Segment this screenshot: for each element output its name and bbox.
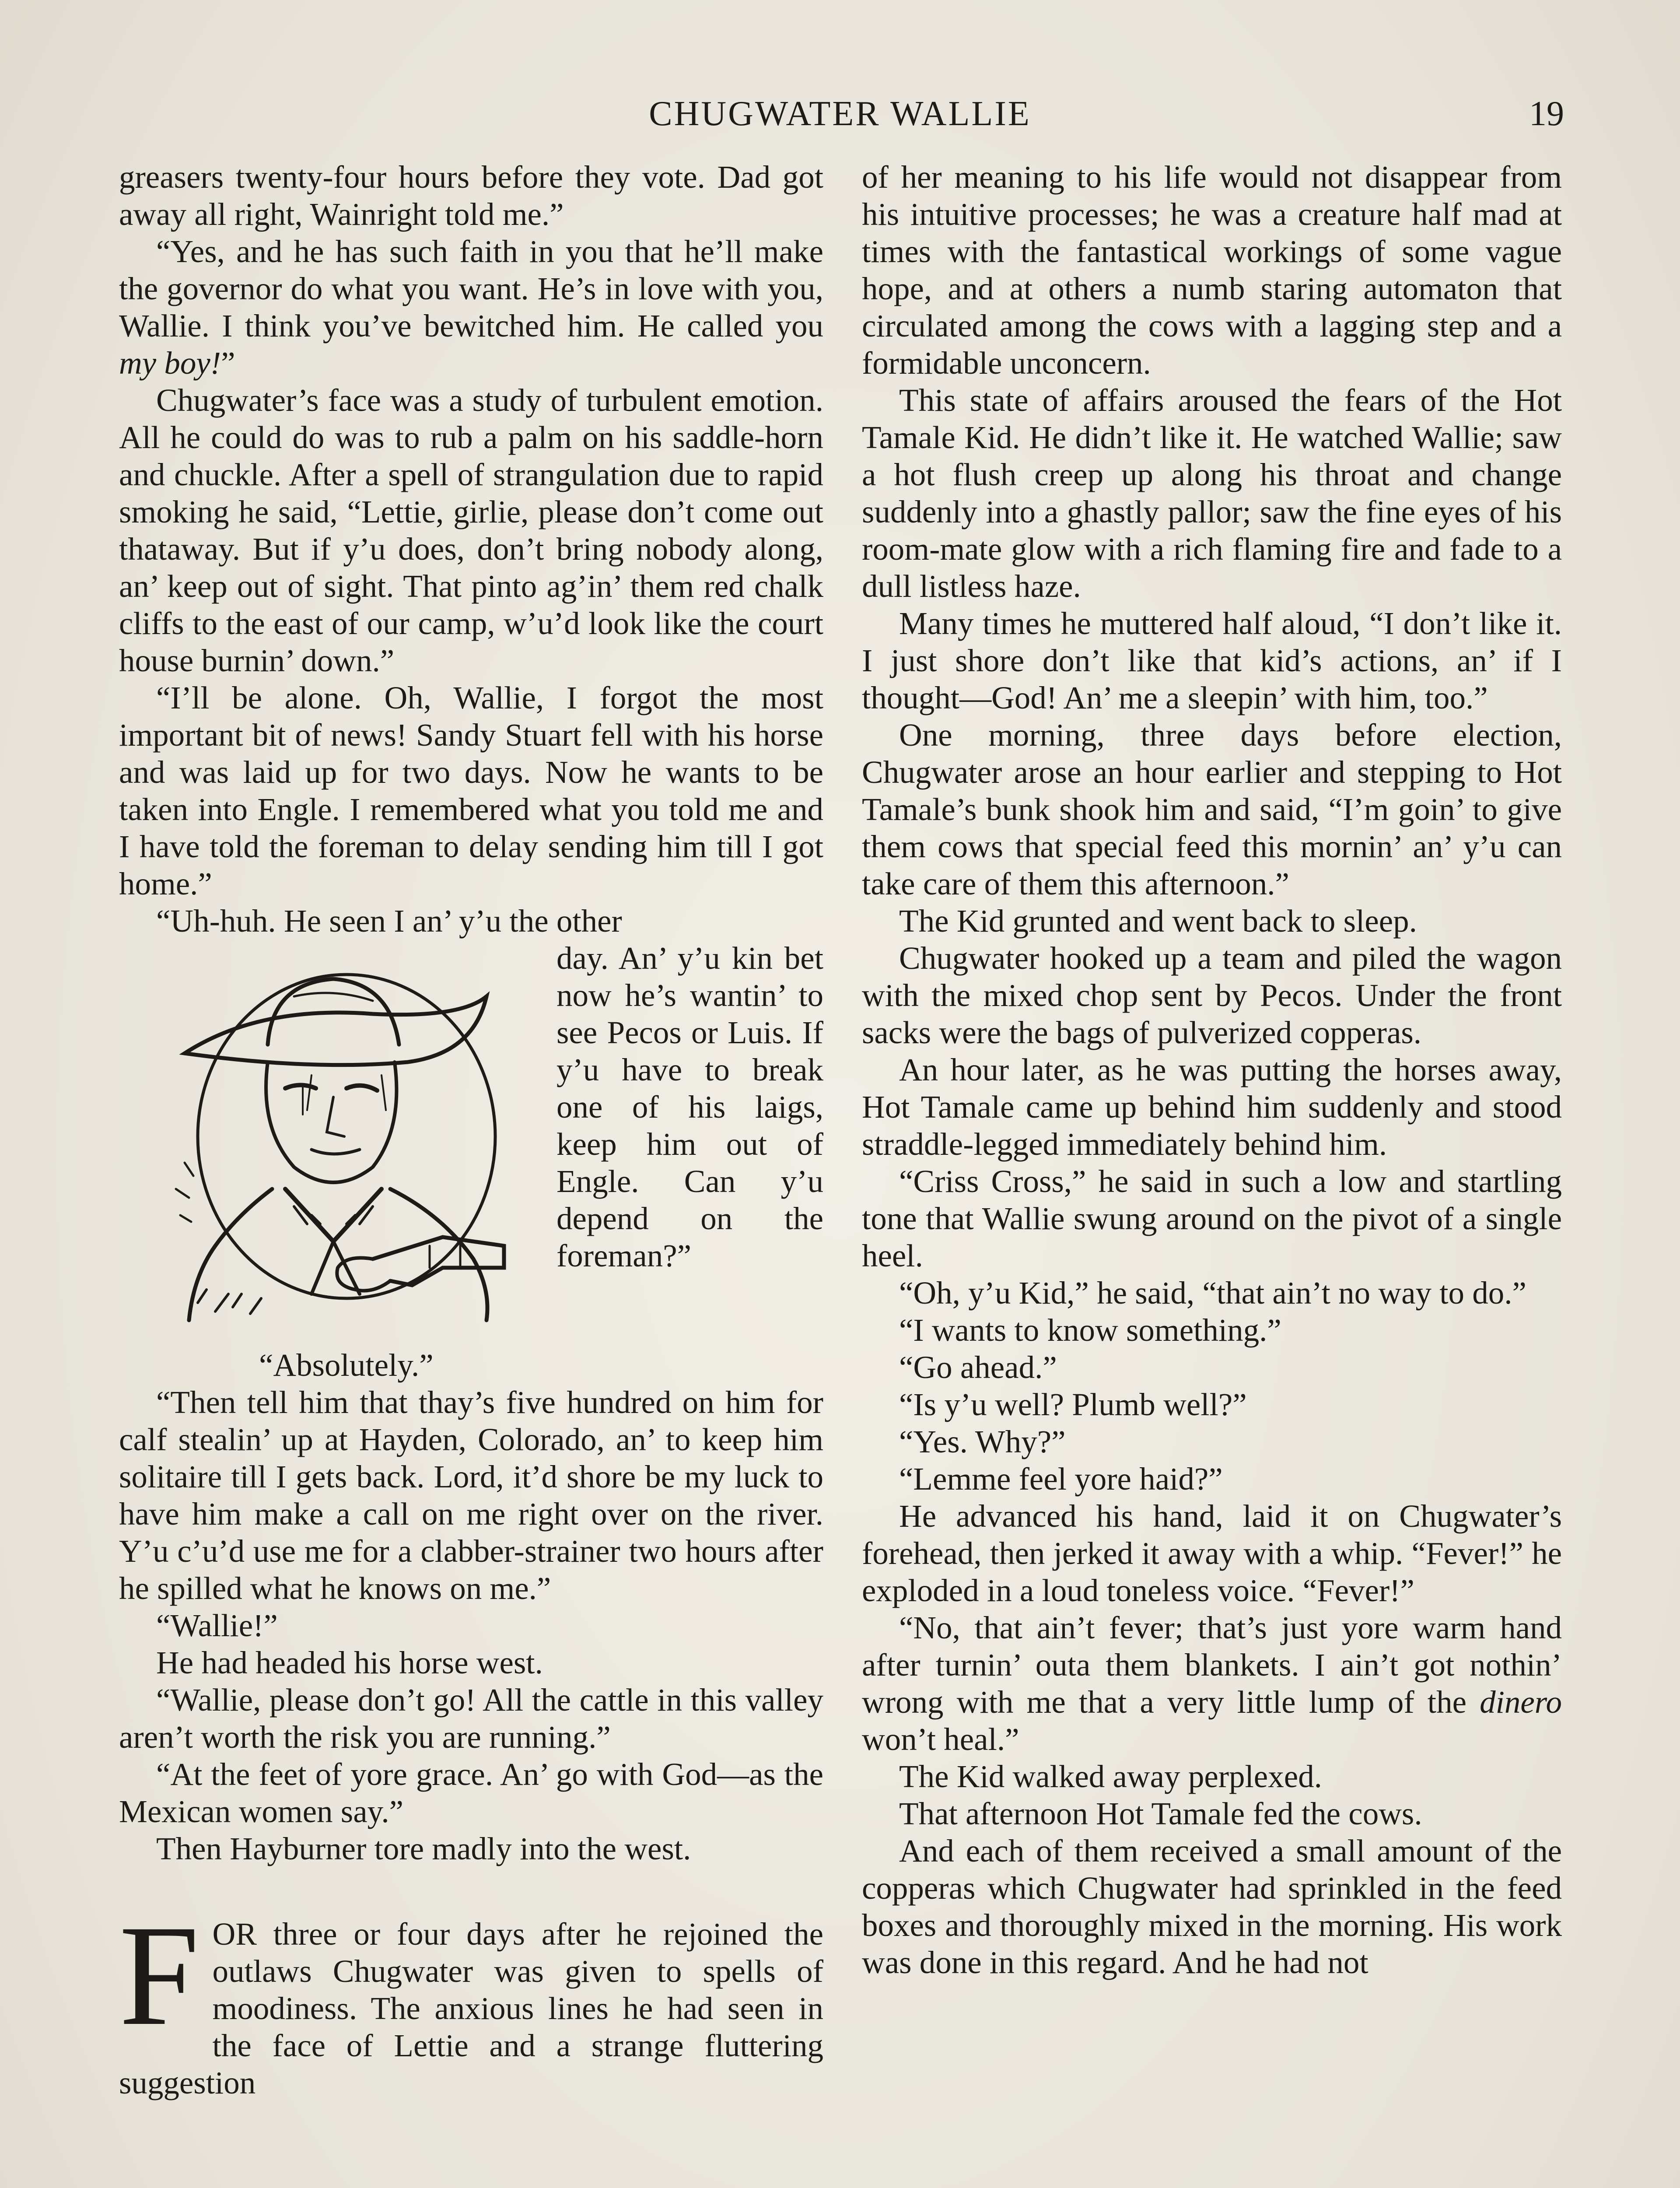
paragraph: “Wallie!” bbox=[156, 1608, 278, 1643]
paragraph: “At the feet of yore grace. An’ go with God—as the Mexican women say.” bbox=[119, 1757, 823, 1829]
dropcap: F bbox=[119, 1896, 200, 2055]
text-run: “No, that ain’t fever; that’s just yore warm hand after turnin’ outa them blankets. I ain’t got nothin’ wrong with me that a very little lump of the bbox=[862, 1610, 1562, 1720]
paragraph: He advanced his hand, laid it on Chugwater’s forehead, then jerked it away with a whip. “Fever!” he exploded in a loud toneless voice. “Fever!” bbox=[862, 1498, 1562, 1608]
paragraph: “Go ahead.” bbox=[899, 1350, 1057, 1385]
cowboy-illustration bbox=[119, 940, 539, 1346]
paragraph bbox=[119, 233, 823, 382]
text-run: OR three or four days after he rejoined the outlaws Chugwater was given to spells of moodiness. The anxious lines he had seen in the face of Lettie and a strange fluttering suggestion bbox=[119, 1916, 823, 2100]
paragraph: The Kid walked away perplexed. bbox=[899, 1759, 1322, 1794]
paragraph: “Then tell him that thay’s five hundred on him for calf stealin’ up at Hayden, Colorado, an’ to keep him solitaire till I gets back. Lord, it’d shore be my luck to have him make a call on me right over on the river. Y’u c’u’d use me for a clabber-strainer two hours after he spilled what he knows on me.” bbox=[119, 1385, 823, 1606]
text-run: ” bbox=[221, 345, 235, 381]
paragraph: “Lemme feel yore haid?” bbox=[899, 1461, 1223, 1497]
page-number: 19 bbox=[1529, 95, 1564, 133]
paragraph: day. An’ y’u kin bet now he’s wantin’ to see Pecos or Luis. If y’u have to break one of his laigs, keep him out of Engle. Can y’u depend on the foreman?” bbox=[556, 940, 823, 1273]
paragraph: “Criss Cross,” he said in such a low and startling tone that Wallie swung around on the pivot of a single heel. bbox=[862, 1164, 1562, 1273]
text-run: “Yes, and he has such faith in you that he’ll make the governor do what you want. He’s in love with you, Wallie. I think you’ve bewitched him. He called you bbox=[119, 234, 823, 344]
paragraph: “Absolutely.” bbox=[259, 1347, 434, 1383]
paragraph: An hour later, as he was putting the horses away, Hot Tamale came up behind him suddenly and stood straddle-legged immediately behind him. bbox=[862, 1052, 1562, 1162]
paragraph: “Yes. Why?” bbox=[899, 1424, 1066, 1459]
paragraph: The Kid grunted and went back to sleep. bbox=[899, 903, 1417, 939]
paragraph: Then Hayburner tore madly into the west. bbox=[156, 1831, 691, 1866]
paragraph: greasers twenty-four hours before they vote. Dad got away all right, Wainright told me.” bbox=[119, 159, 823, 232]
italic-text: dinero bbox=[1480, 1684, 1562, 1720]
paragraph: “Is y’u well? Plumb well?” bbox=[899, 1387, 1247, 1422]
paragraph: “Oh, y’u Kid,” he said, “that ain’t no way to do.” bbox=[899, 1275, 1526, 1311]
paragraph bbox=[862, 1609, 1562, 1758]
left-column bbox=[119, 158, 823, 2101]
paragraph: of her meaning to his life would not disappear from his intuitive processes; he was a creature half mad at times with the fantastical workings of some vague hope, and at others a numb staring automaton that circulated among the cows with a lagging step and a formidable unconcern. bbox=[862, 159, 1562, 381]
paragraph: Chugwater’s face was a study of turbulent emotion. All he could do was to rub a palm on his saddle-horn and chuckle. After a spell of strangulation due to rapid smoking he said, “Lettie, girlie, please don’t come out thataway. But if y’u does, don’t bring nobody along, an’ keep out of sight. That pinto ag’in’ them red chalk cliffs to the east of our camp, w’u’d look like the court house burnin’ down.” bbox=[119, 382, 823, 678]
text-run: won’t heal.” bbox=[862, 1722, 1019, 1757]
cowboy-with-gun-icon bbox=[128, 944, 535, 1342]
paragraph: “Uh-huh. He seen I an’ y’u the other bbox=[156, 903, 622, 939]
italic-text: my boy! bbox=[119, 345, 221, 381]
paragraph: “I wants to know something.” bbox=[899, 1312, 1281, 1348]
paragraph: He had headed his horse west. bbox=[156, 1645, 543, 1680]
section-break bbox=[119, 1867, 823, 1915]
right-column bbox=[862, 158, 1562, 1981]
paragraph: Many times he muttered half aloud, “I don’t like it. I just shore don’t like that kid’s actions, an’ if I thought—God! An’ me a sleepin’ with him, too.” bbox=[862, 606, 1562, 715]
paragraph: One morning, three days before election, Chugwater arose an hour earlier and stepping to Hot Tamale’s bunk shook him and said, “I’m goin’ to give them cows that special feed this mornin’ an’ y’u can take care of them this afternoon.” bbox=[862, 717, 1562, 901]
running-header bbox=[0, 94, 1680, 142]
paragraph: And each of them received a small amount of the copperas which Chugwater had sprinkled in the feed boxes and thoroughly mixed in the morning. His work was done in this regard. And he had not bbox=[862, 1833, 1562, 1980]
running-title: CHUGWATER WALLIE bbox=[649, 95, 1031, 133]
paragraph: “I’ll be alone. Oh, Wallie, I forgot the most important bit of news! Sandy Stuart fell with his horse and was laid up for two days. Now he wants to be taken into Engle. I remembered what you told me and I have told the foreman to delay sending him till I got home.” bbox=[119, 680, 823, 901]
paragraph: “Wallie, please don’t go! All the cattle in this valley aren’t worth the risk you are running.” bbox=[119, 1682, 823, 1755]
paragraph: That afternoon Hot Tamale fed the cows. bbox=[899, 1796, 1422, 1831]
paragraph: This state of affairs aroused the fears of the Hot Tamale Kid. He didn’t like it. He watched Wallie; saw a hot flush creep up along his throat and change suddenly into a ghastly pallor; saw the fine eyes of his room-mate glow with a rich flaming fire and fade to a dull listless haze. bbox=[862, 382, 1562, 604]
paragraph: Chugwater hooked up a team and piled the wagon with the mixed chop sent by Pecos. Under the front sacks were the bags of pulverized copperas. bbox=[862, 940, 1562, 1050]
paragraph-with-dropcap bbox=[119, 1896, 823, 2101]
